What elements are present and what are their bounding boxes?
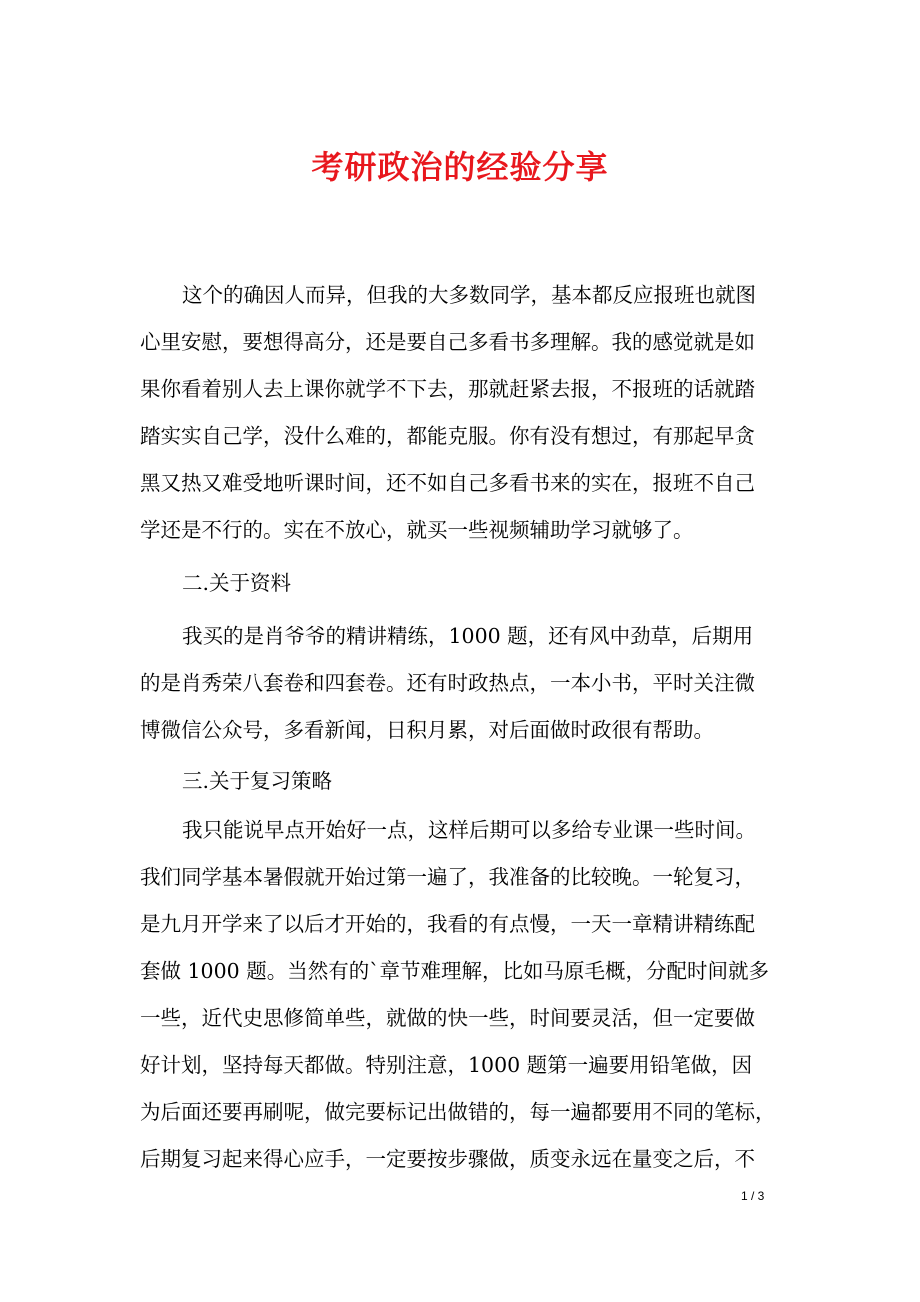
- paragraph-line: 好计划，坚持每天都做。特别注意，1000 题第一遍要用铅笔做，因: [140, 1053, 753, 1077]
- paragraph-line: 学还是不行的。实在不放心，就买一些视频辅助学习就够了。: [140, 518, 694, 542]
- paragraph-line: 博微信公众号，多看新闻，日积月累，对后面做时政很有帮助。: [140, 718, 714, 742]
- paragraph-line: 我买的是肖爷爷的精讲精练，1000 题，还有风中劲草，后期用: [182, 624, 754, 648]
- paragraph-line: 我们同学基本暑假就开始过第一遍了，我准备的比较晚。一轮复习，: [140, 865, 755, 889]
- section-heading: 三.关于复习策略: [182, 769, 333, 793]
- paragraph-line: 后期复习起来得心应手，一定要按步骤做，质变永远在量变之后，不: [140, 1147, 755, 1171]
- paragraph-line: 果你看着别人去上课你就学不下去，那就赶紧去报，不报班的话就踏: [140, 377, 755, 401]
- paragraph-line: 心里安慰，要想得高分，还是要自己多看书多理解。我的感觉就是如: [140, 330, 755, 354]
- paragraph-line: 踏实实自己学，没什么难的，都能克服。你有没有想过，有那起早贪: [140, 424, 755, 448]
- paragraph-line: 一些，近代史思修简单些，就做的快一些，时间要灵活，但一定要做: [140, 1006, 755, 1030]
- paragraph-line: 是九月开学来了以后才开始的，我看的有点慢，一天一章精讲精练配: [140, 912, 755, 936]
- paragraph-line: 我只能说早点开始好一点，这样后期可以多给专业课一些时间。: [182, 818, 756, 842]
- paragraph-line: 的是肖秀荣八套卷和四套卷。还有时政热点，一本小书，平时关注微: [140, 671, 755, 695]
- section-heading: 二.关于资料: [182, 571, 292, 595]
- paragraph-line: 套做 1000 题。当然有的`章节难理解，比如马原毛概，分配时间就多: [140, 959, 769, 983]
- paragraph-line: 黑又热又难受地听课时间，还不如自己多看书来的实在，报班不自己: [140, 471, 755, 495]
- document-title: 考研政治的经验分享: [311, 148, 609, 186]
- page-number: 1 / 3: [741, 1189, 765, 1203]
- paragraph-line: 为后面还要再刷呢，做完要标记出做错的，每一遍都要用不同的笔标，: [140, 1100, 776, 1124]
- paragraph-line: 这个的确因人而异，但我的大多数同学，基本都反应报班也就图: [182, 283, 756, 307]
